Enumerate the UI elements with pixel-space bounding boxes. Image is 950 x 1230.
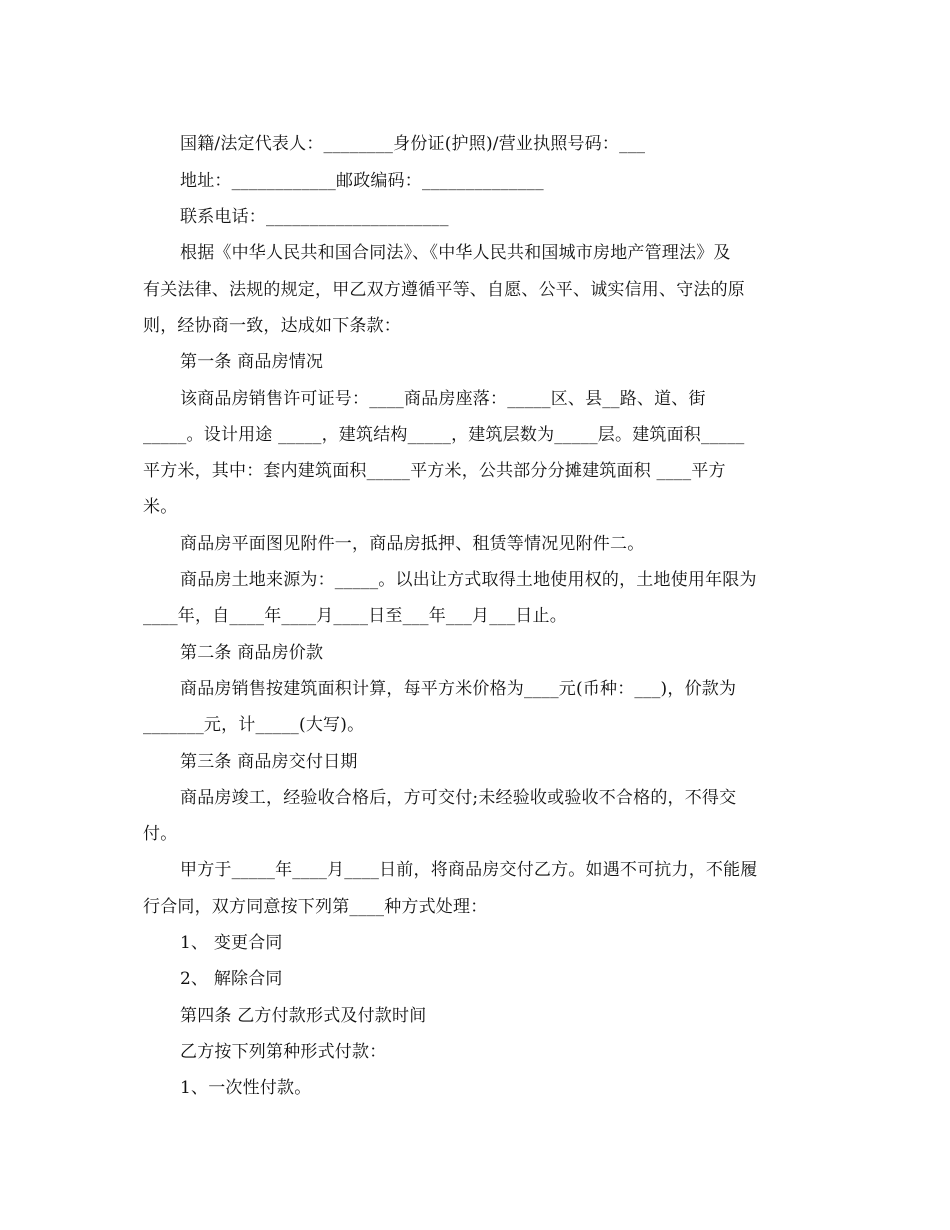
land-source-line-2: ____年，自____年____月____日至___年___月___日止。 bbox=[143, 606, 567, 626]
land-source-line-1: 商品房土地来源为：_____。以出让方式取得土地使用权的，土地使用年限为 bbox=[180, 570, 757, 590]
nationality-legal-rep-line: 国籍/法定代表人：________身份证(护照)/营业执照号码：___ bbox=[180, 134, 646, 154]
preamble-line-1: 根据《中华人民共和国合同法》、《中华人民共和国城市房地产管理法》及 bbox=[180, 243, 731, 263]
article-2-heading: 第二条 商品房价款 bbox=[180, 643, 324, 663]
preamble-line-3: 则，经协商一致，达成如下条款： bbox=[143, 316, 401, 336]
article-1-para-1: 该商品房销售许可证号：____商品房座落：_____区、县__路、道、街 bbox=[180, 389, 706, 409]
price-line-1: 商品房销售按建筑面积计算，每平方米价格为____元(币种：___)，价款为 bbox=[180, 679, 737, 699]
article-1-para-2: _____。设计用途 _____，建筑结构_____，建筑层数为_____层。建筑面积_____ bbox=[143, 425, 745, 445]
delivery-date-line-2: 行合同，双方同意按下列第____种方式处理： bbox=[143, 897, 488, 917]
article-3-heading: 第三条 商品房交付日期 bbox=[180, 752, 358, 772]
delivery-line-1: 商品房竣工，经验收合格后，方可交付;未经验收或验收不合格的，不得交 bbox=[180, 788, 737, 808]
option-change-contract: 1、 变更合同 bbox=[180, 933, 283, 953]
article-1-para-3: 平方米，其中：套内建筑面积_____平方米，公共部分分摊建筑面积 ____平方 bbox=[143, 461, 726, 481]
phone-line: 联系电话：_____________________ bbox=[180, 207, 449, 227]
option-terminate-contract: 2、 解除合同 bbox=[180, 969, 283, 989]
article-1-para-4: 米。 bbox=[143, 497, 178, 517]
delivery-date-line-1: 甲方于_____年____月____日前，将商品房交付乙方。如遇不可抗力，不能履 bbox=[180, 860, 758, 880]
price-line-2: _______元，计_____(大写)。 bbox=[143, 715, 365, 735]
article-1-heading: 第一条 商品房情况 bbox=[180, 352, 324, 372]
article-4-heading: 第四条 乙方付款形式及付款时间 bbox=[180, 1006, 427, 1026]
preamble-line-2: 有关法律、法规的规定，甲乙双方遵循平等、自愿、公平、诚实信用、守法的原 bbox=[143, 280, 745, 300]
floor-plan-line: 商品房平面图见附件一，商品房抵押、租赁等情况见附件二。 bbox=[180, 534, 645, 554]
delivery-line-2: 付。 bbox=[143, 824, 178, 844]
payment-form-line: 乙方按下列第种形式付款： bbox=[180, 1042, 387, 1062]
address-postcode-line: 地址：____________邮政编码：______________ bbox=[180, 171, 544, 191]
lump-sum-payment-line: 1、一次性付款。 bbox=[180, 1078, 312, 1098]
